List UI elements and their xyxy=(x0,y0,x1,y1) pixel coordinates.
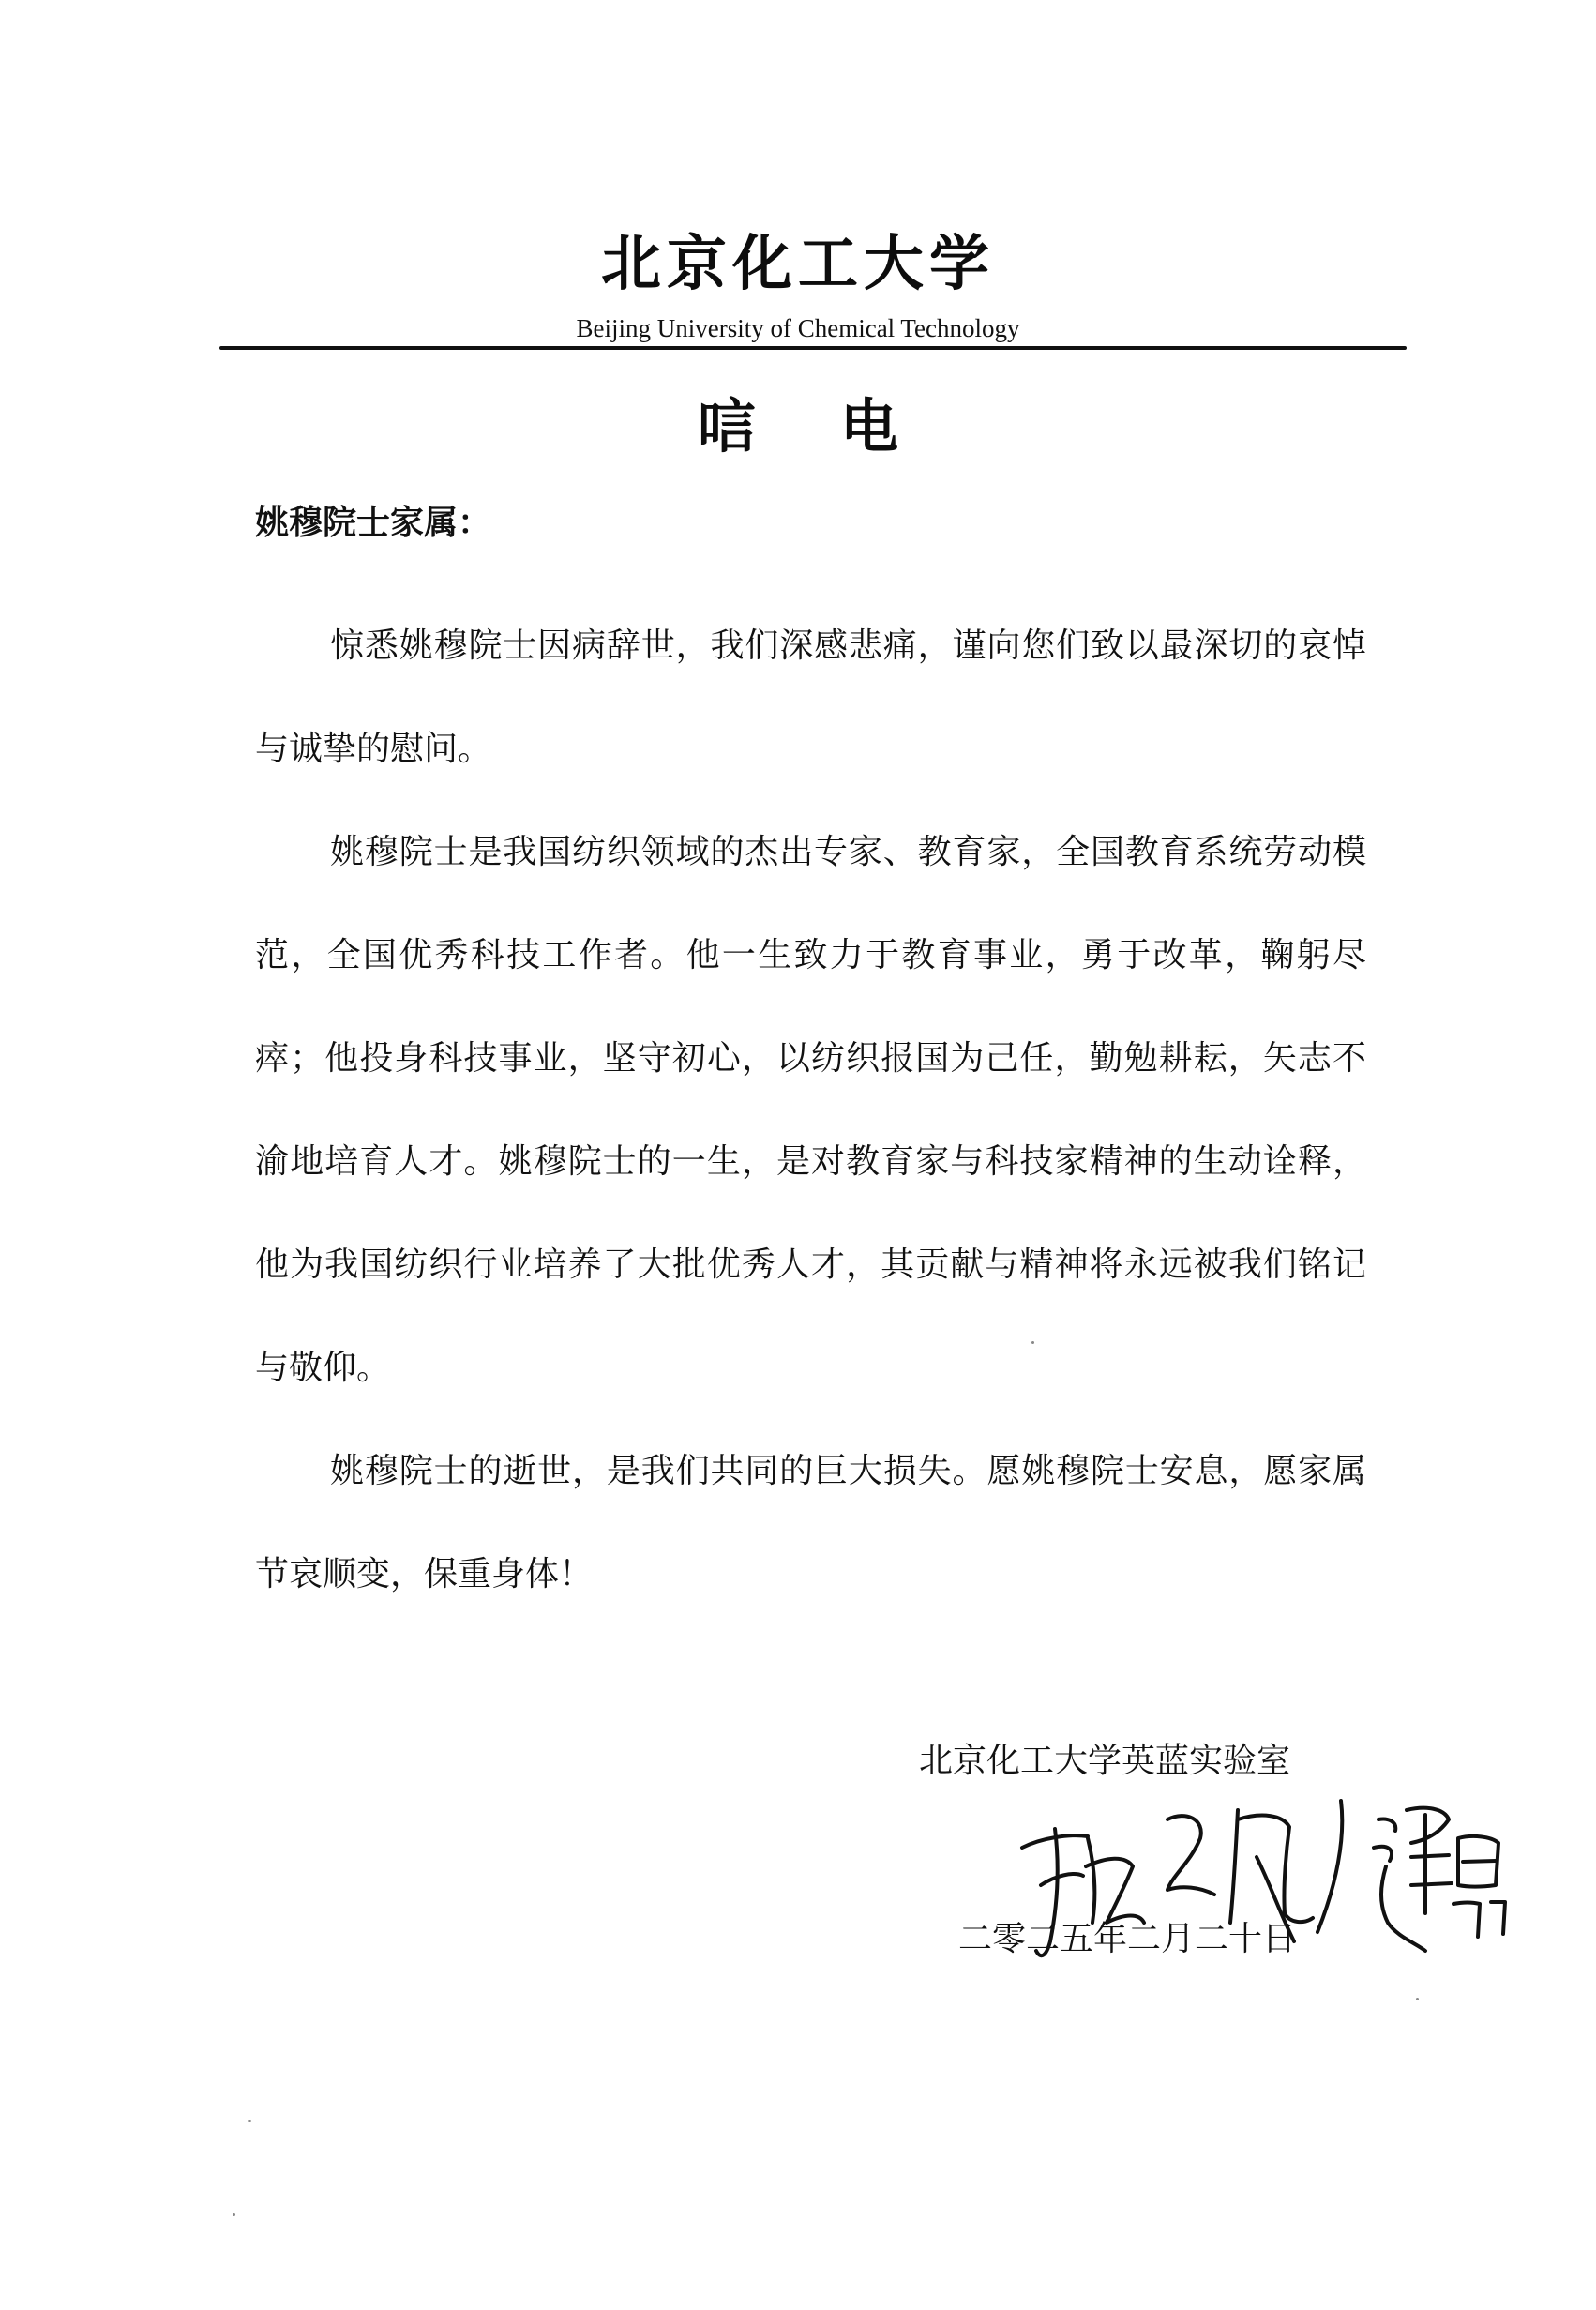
scan-speck xyxy=(248,2120,251,2122)
letter-body xyxy=(255,595,1366,1626)
handwritten-signatures xyxy=(985,1782,1510,2007)
university-logo-cn: 北京化工大学 xyxy=(601,229,995,299)
paragraph-tribute: 姚穆院士是我国纺织领域的杰出专家、教育家，全国教育系统劳动模范，全国优秀科技工作者。他一生致力于教育事业，勇于改革，鞠躬尽瘁；他投身科技事业，坚守初心，以纺织报国为己任，勤勉耕耘，矢志不渝地培育人才。姚穆院士的一生，是对教育家与科技家精神的生动诠释，他为我国纺织行业培养了大批优秀人才，其贡献与精神将永远被我们铭记与敬仰。 xyxy=(255,833,1366,1387)
scan-speck xyxy=(233,2213,235,2216)
signature-organization: 北京化工大学英蓝实验室 xyxy=(919,1742,1291,1780)
letterhead-divider xyxy=(219,346,1407,350)
salutation: 姚穆院士家属： xyxy=(255,504,492,542)
document-title: 唁电 xyxy=(697,392,983,460)
university-name-en: Beijing University of Chemical Technology xyxy=(576,314,1020,342)
paragraph-condolence: 惊悉姚穆院士因病辞世，我们深感悲痛，谨向您们致以最深切的哀悼与诚挚的慰问。 xyxy=(255,627,1366,768)
scan-speck xyxy=(1416,1998,1419,2000)
signature-date: 二零二五年二月二十日 xyxy=(958,1920,1297,1958)
paragraph-closing: 姚穆院士的逝世，是我们共同的巨大损失。愿姚穆院士安息，愿家属节哀顺变，保重身体！ xyxy=(255,1452,1366,1593)
scan-speck xyxy=(1031,1341,1034,1344)
